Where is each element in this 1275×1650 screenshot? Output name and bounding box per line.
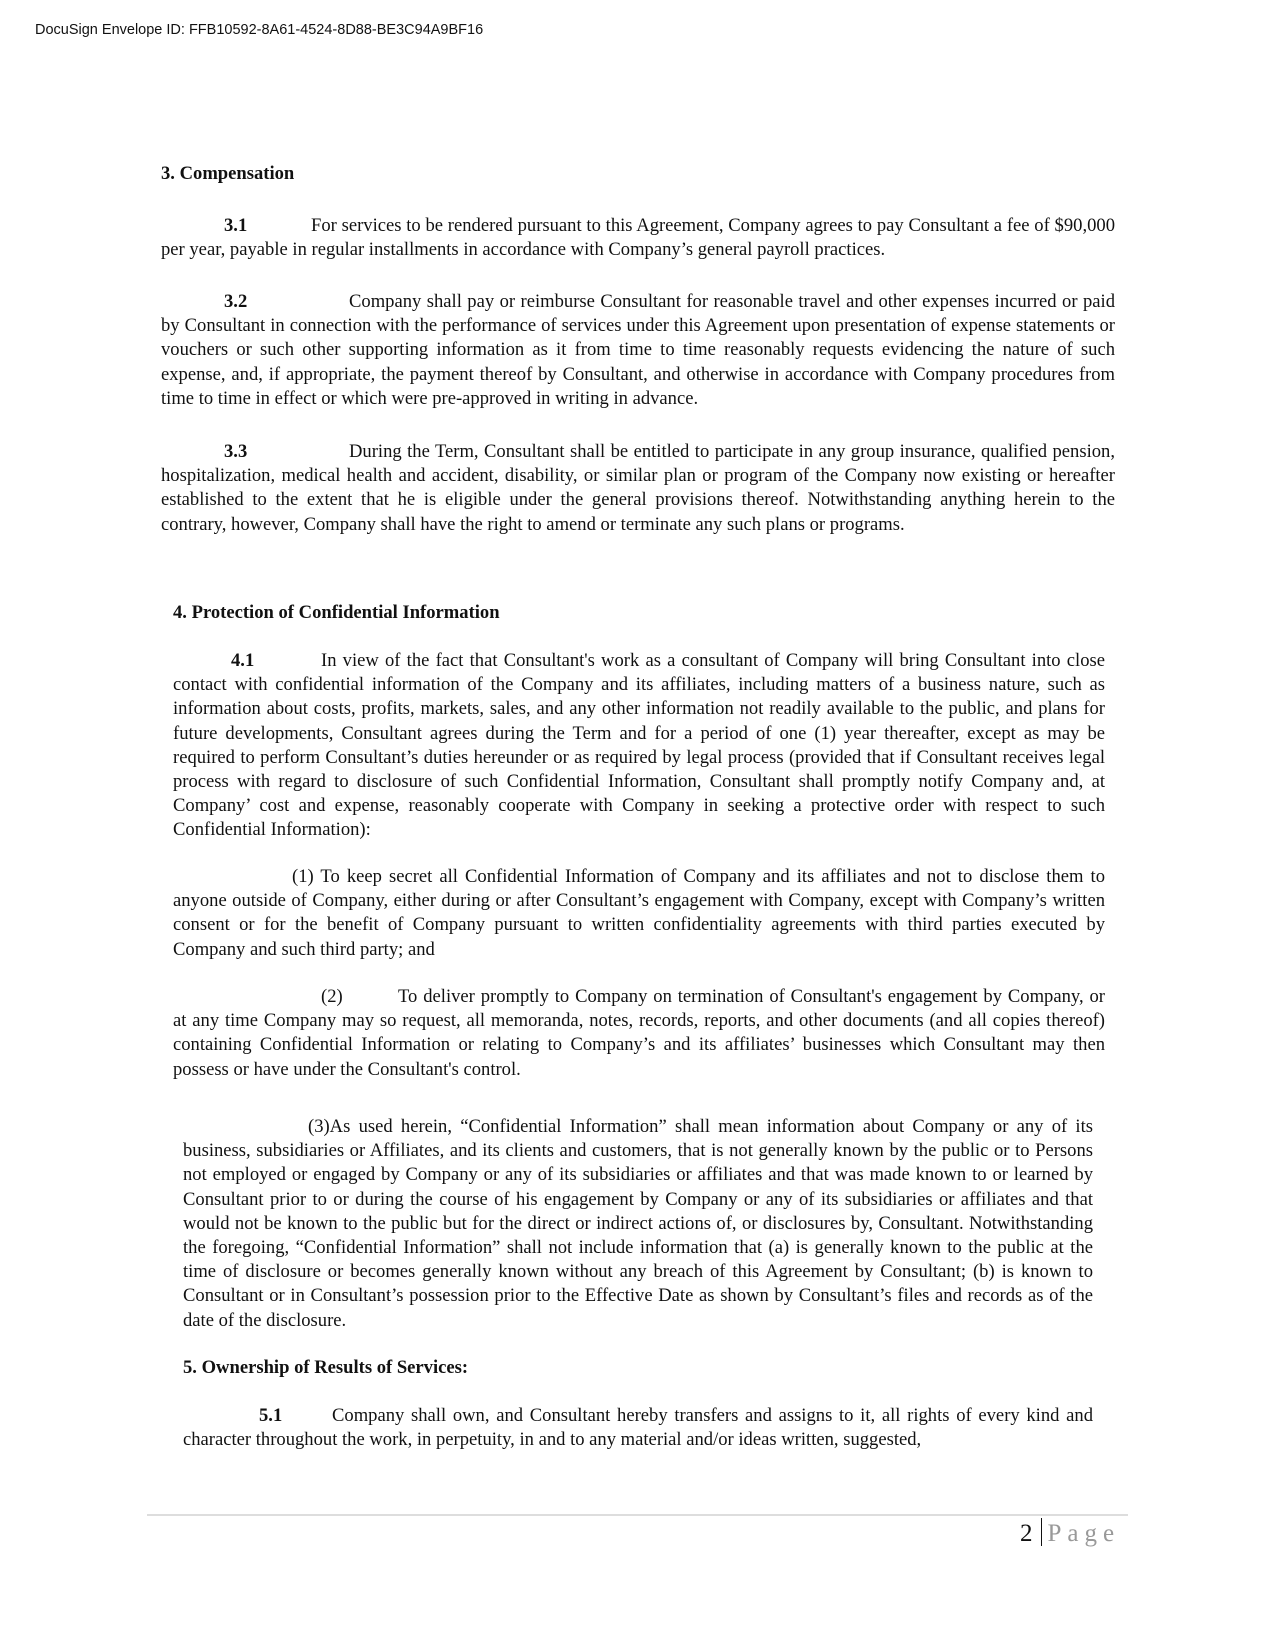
paragraph-3-3 xyxy=(161,440,1115,537)
item-text: (3)As used herein, “Confidential Information” shall mean information about Company or any of its business, subsidiaries or Affiliates, and its clients and customers, that is not generally known by the public or to Persons not employed or engaged by Company or any of its subsidiaries or affiliates and that was made known to or learned by Consultant prior to or during the course of his engagement by Company or any of its subsidiaries or affiliates and that would not be known to the public but for the direct or indirect actions of, or disclosures by, Consultant. Notwithstanding the foregoing, “Confidential Information” shall not include information that (a) is generally known to the public at the time of disclosure or becomes generally known without any breach of this Agreement by Consultant; (b) is known to Consultant or in Consultant’s possession prior to the Effective Date as shown by Consultant’s files and records as of the date of the disclosure. xyxy=(183,1116,1093,1331)
clause-number: 3.3 xyxy=(224,441,248,462)
clause-text: During the Term, Consultant shall be entitled to participate in any group insurance, qualified pension, hospitalization, medical health and accident, disability, or similar plan or program of the Company now existing or hereafter established to the extent that he is eligible under the general provisions thereof. Notwithstanding anything herein to the contrary, however, Company shall have the right to amend or terminate any such plans or programs. xyxy=(161,441,1115,535)
clause-text: Company shall own, and Consultant hereby transfers and assigns to it, all rights of every kind and character throughout the work, in perpetuity, in and to any material and/or ideas written, suggested, xyxy=(183,1405,1093,1451)
paragraph-3-2 xyxy=(161,290,1115,411)
section-4-heading: 4. Protection of Confidential Information xyxy=(173,602,500,623)
section-3-heading: 3. Compensation xyxy=(161,163,295,184)
item-text: (1) To keep secret all Confidential Information of Company and its affiliates and not to disclose them to anyone outside of Company, either during or after Consultant’s engagement with Company, except with Company’s written consent or for the benefit of Company pursuant to written confidentiality agreements with third parties executed by Company and such third party; and xyxy=(173,866,1105,960)
paragraph-3-1 xyxy=(161,214,1115,262)
footer-separator xyxy=(1041,1518,1042,1546)
paragraph-4-1 xyxy=(173,649,1105,843)
item-1 xyxy=(173,865,1105,962)
clause-text: For services to be rendered pursuant to this Agreement, Company agrees to pay Consultant a fee of $90,000 per year, payable in regular installments in accordance with Company’s general payroll practices. xyxy=(161,215,1115,261)
item-number: (2) xyxy=(321,986,343,1007)
item-text: To deliver promptly to Company on termination of Consultant's engagement by Company, or at any time Company may so request, all memoranda, notes, records, reports, and other documents (and all copies thereof) containing Confidential Information or relating to Company’s and its affiliates’ businesses which Consultant may then possess or have under the Consultant's control. xyxy=(173,986,1105,1080)
page-number: 2 xyxy=(1020,1520,1033,1547)
clause-number: 3.2 xyxy=(224,291,248,312)
footer-divider xyxy=(147,1514,1128,1516)
clause-number: 4.1 xyxy=(231,650,255,671)
clause-text: In view of the fact that Consultant's work as a consultant of Company will bring Consultant into close contact with confidential information of the Company and its affiliates, including matters of a business nature, such as information about costs, profits, markets, sales, and any other information not readily available to the public, and plans for future developments, Consultant agrees during the Term and for a period of one (1) year thereafter, except as may be required to perform Consultant’s duties hereunder or as required by legal process (provided that if Consultant receives legal process with regard to disclosure of such Confidential Information, Consultant shall promptly notify Company and, at Company’ cost and expense, reasonably cooperate with Company in seeking a protective order with respect to such Confidential Information): xyxy=(173,650,1105,841)
page-footer xyxy=(1020,1518,1120,1548)
clause-number: 5.1 xyxy=(259,1405,283,1426)
item-2 xyxy=(173,985,1105,1082)
clause-text: Company shall pay or reimburse Consultant for reasonable travel and other expenses incurred or paid by Consultant in connection with the performance of services under this Agreement upon presentation of expense statements or vouchers or such other supporting information as it from time to time reasonably requests evidencing the nature of such expense, and, if appropriate, the payment thereof by Consultant, and otherwise in accordance with Company procedures from time to time in effect or which were pre-approved in writing in advance. xyxy=(161,291,1115,409)
item-3 xyxy=(183,1115,1093,1333)
page-label: Page xyxy=(1047,1520,1121,1547)
paragraph-5-1 xyxy=(183,1404,1093,1452)
docusign-envelope-id: DocuSign Envelope ID: FFB10592-8A61-4524-8D88-BE3C94A9BF16 xyxy=(35,22,484,38)
section-5-heading: 5. Ownership of Results of Services: xyxy=(183,1357,469,1378)
clause-number: 3.1 xyxy=(224,215,248,236)
